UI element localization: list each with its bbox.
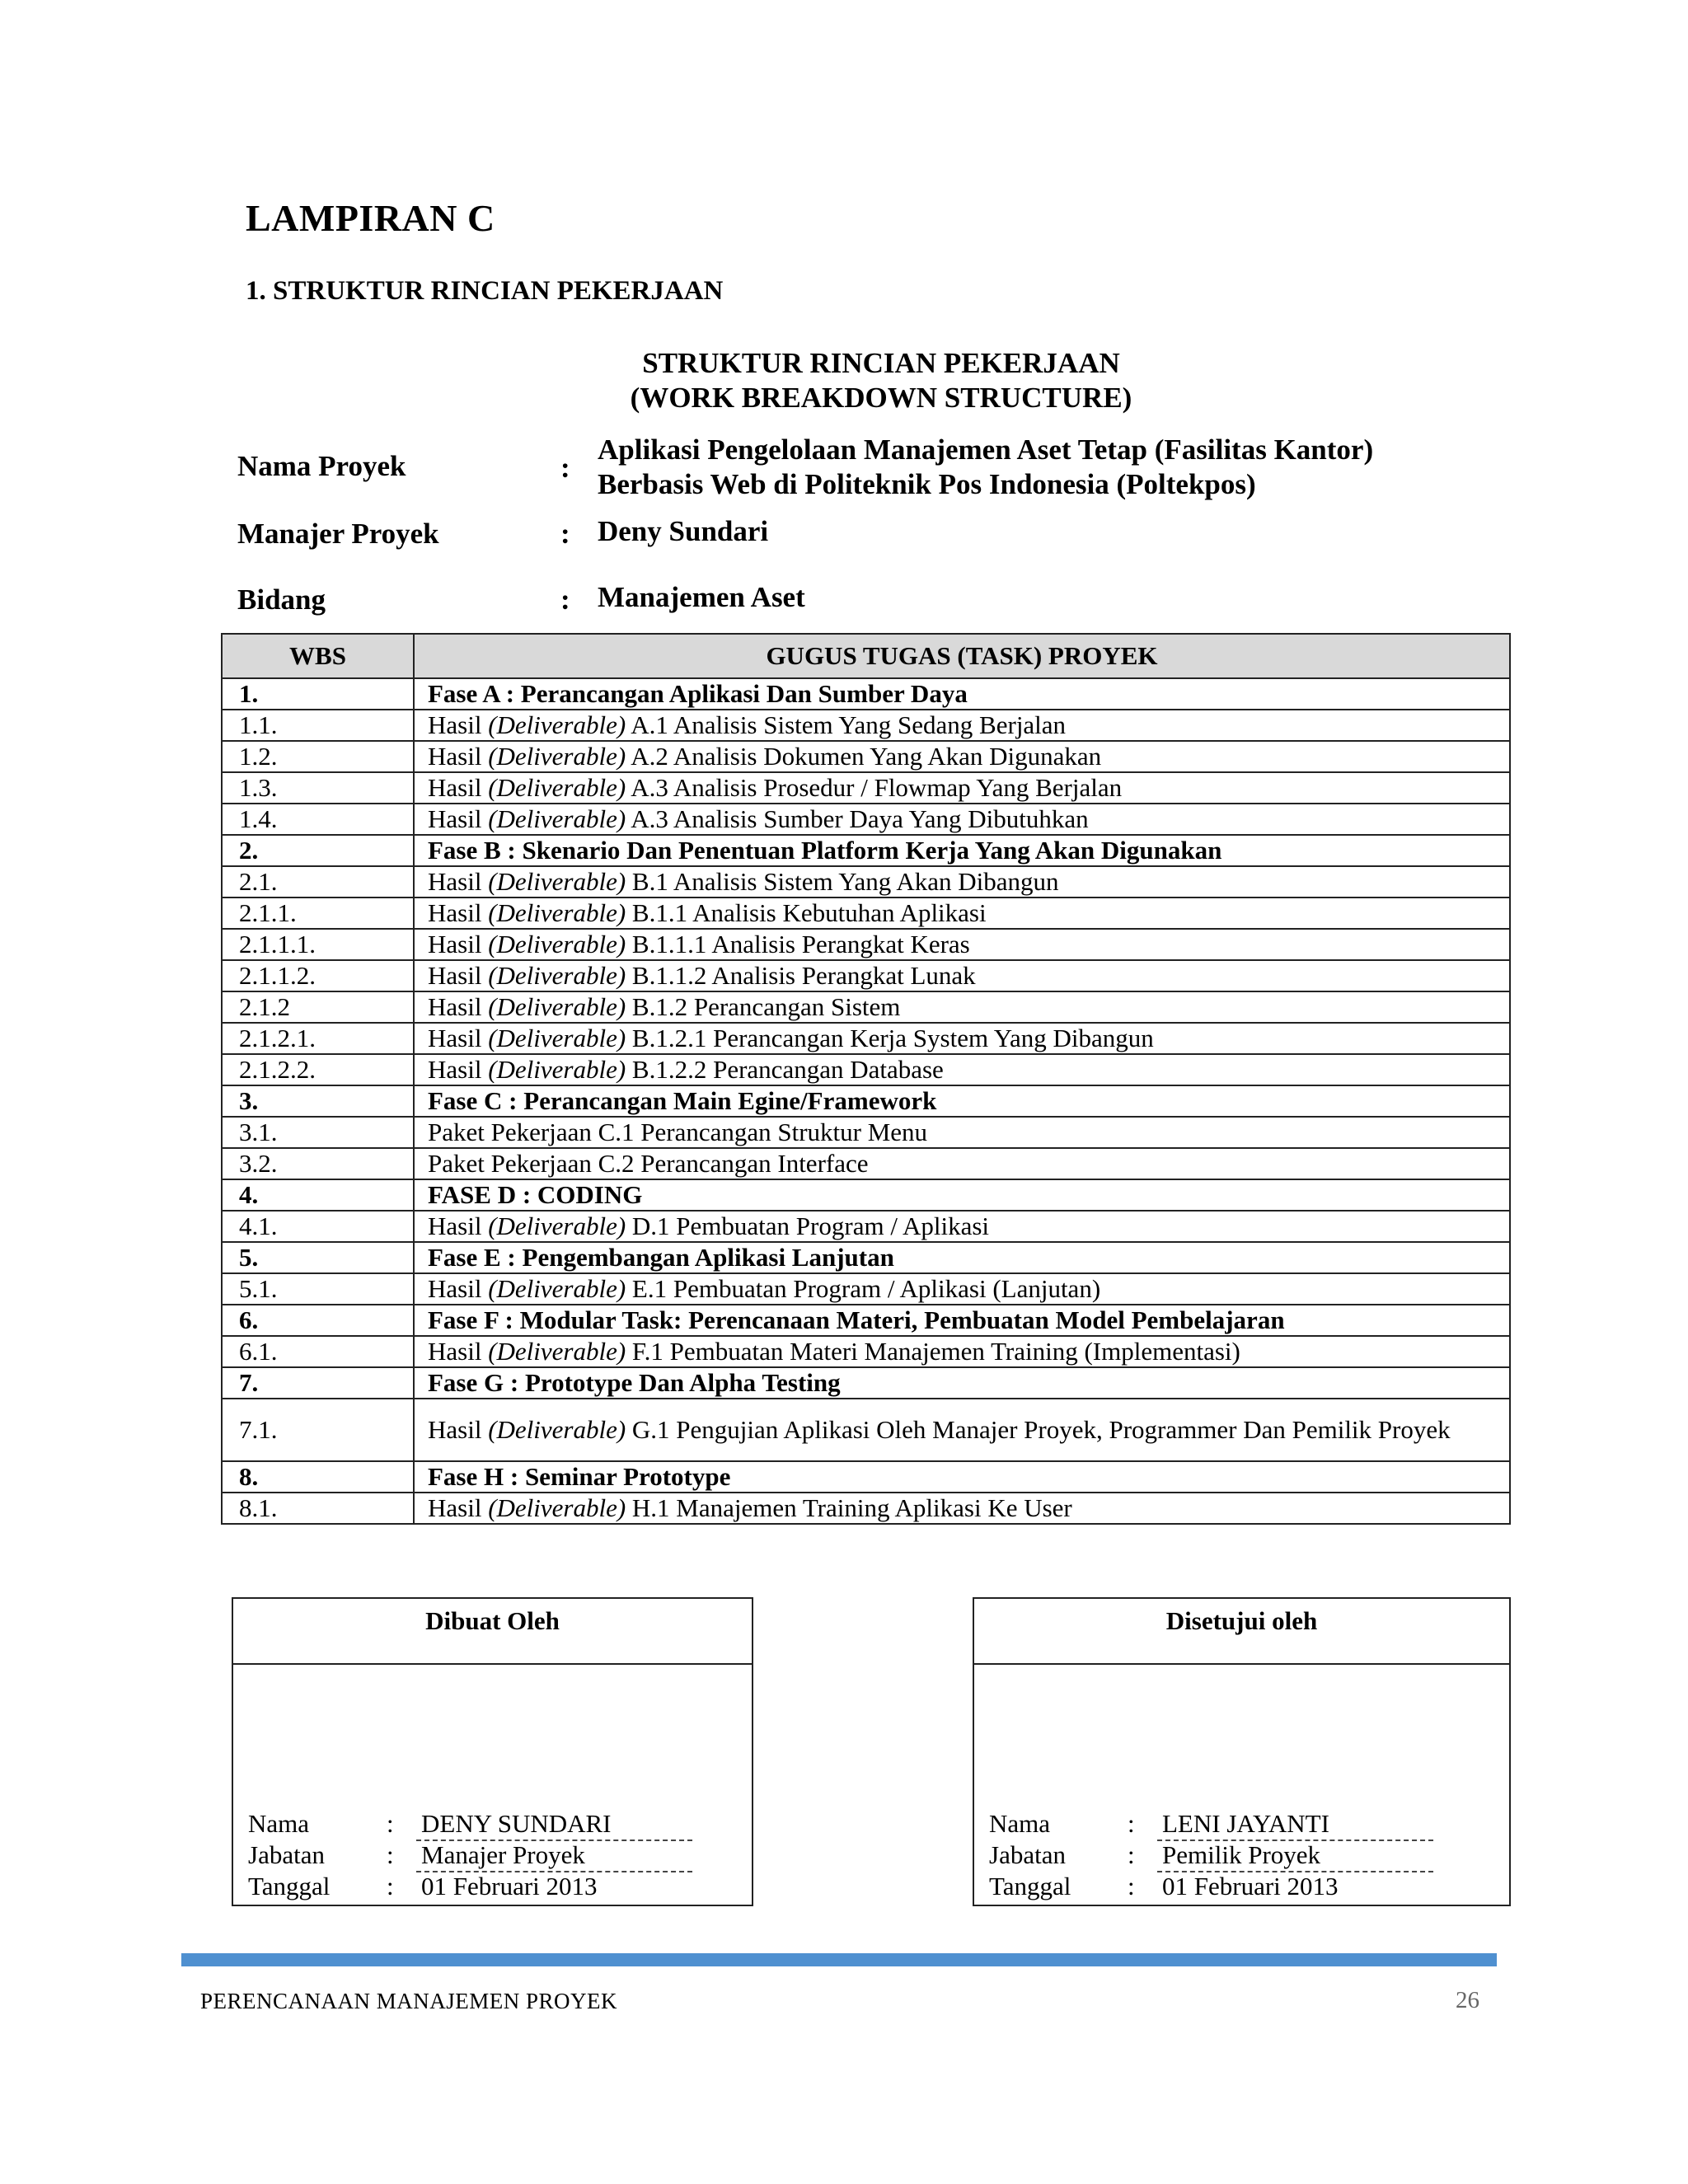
table-row [222,1461,1510,1493]
task-text: A.2 Analisis Dokumen Yang Akan Digunakan [626,742,1102,771]
colon: : [560,583,570,616]
deliverable-tag: (Deliverable) [488,961,626,990]
table-row [222,898,1510,929]
wbs-code: 5. [222,1242,414,1273]
table-row [222,929,1510,960]
task-description [414,1148,1510,1179]
wbs-code: 4. [222,1179,414,1211]
task-text: B.1.1 Analisis Kebutuhan Aplikasi [626,898,987,927]
project-name-label: Nama Proyek [237,450,406,482]
signature-name-row [248,1808,692,1841]
table-row [222,1023,1510,1054]
task-description [414,1399,1510,1461]
table-row [222,678,1510,710]
table-row [222,804,1510,835]
task-column-header: GUGUS TUGAS (TASK) PROYEK [414,634,1510,678]
table-row [222,1336,1510,1367]
task-text: B.1.2 Perancangan Sistem [626,992,901,1021]
task-text: A.1 Analisis Sistem Yang Sedang Berjalan [626,710,1067,739]
task-text: Fase E : Pengembangan Aplikasi Lanjutan [428,1243,894,1272]
project-manager-label: Manajer Proyek [237,518,439,550]
field-label: Bidang [237,583,326,616]
wbs-code: 7.1. [222,1399,414,1461]
task-text: Hasil [428,1493,489,1522]
task-text: Hasil [428,1055,489,1084]
wbs-code: 6.1. [222,1336,414,1367]
task-description [414,804,1510,835]
task-description [414,866,1510,898]
task-description [414,1461,1510,1493]
name-label: Nama [989,1809,1051,1838]
prepared-by-title: Dibuat Oleh [233,1599,752,1665]
task-text: Fase B : Skenario Dan Penentuan Platform Kerja Yang Akan Digunakan [428,836,1222,865]
table-row [222,1085,1510,1117]
preparer-position: Manajer Proyek [416,1840,692,1872]
table-row [222,835,1510,866]
task-text: B.1.2.1 Perancangan Kerja System Yang Dibangun [626,1024,1154,1052]
table-row [222,1399,1510,1461]
field-value: Manajemen Aset [598,581,805,613]
task-text: Hasil [428,1024,489,1052]
approver-date: 01 Februari 2013 [1162,1872,1339,1900]
date-label: Tanggal [248,1872,331,1900]
position-label: Jabatan [248,1840,325,1869]
project-manager-value: Deny Sundari [598,515,769,547]
table-row [222,1242,1510,1273]
task-text: Hasil [428,804,489,833]
wbs-code: 2.1.1.2. [222,960,414,991]
appendix-heading: LAMPIRAN C [246,197,495,239]
task-text: Hasil [428,1274,489,1303]
table-row [222,1117,1510,1148]
deliverable-tag: (Deliverable) [488,1493,626,1522]
deliverable-tag: (Deliverable) [488,1274,626,1303]
task-description [414,1211,1510,1242]
table-row [222,991,1510,1023]
table-row [222,1148,1510,1179]
table-row [222,772,1510,804]
deliverable-tag: (Deliverable) [488,1024,626,1052]
task-text: Hasil [428,1415,489,1444]
colon: : [1128,1809,1135,1838]
wbs-code: 3.1. [222,1117,414,1148]
task-text: B.1 Analisis Sistem Yang Akan Dibangun [626,867,1059,896]
table-row [222,741,1510,772]
task-text: Hasil [428,773,489,802]
task-text: Hasil [428,992,489,1021]
wbs-code: 3. [222,1085,414,1117]
deliverable-tag: (Deliverable) [488,742,626,771]
table-row [222,1367,1510,1399]
task-text: E.1 Pembuatan Program / Aplikasi (Lanjutan) [626,1274,1101,1303]
name-label: Nama [248,1809,310,1838]
wbs-code: 2.1.2 [222,991,414,1023]
wbs-column-header: WBS [222,634,414,678]
wbs-code: 2.1.1. [222,898,414,929]
task-description [414,1305,1510,1336]
signature-position-row [989,1840,1433,1872]
signature-box-prepared-by [232,1597,753,1906]
task-description [414,1273,1510,1305]
table-row [222,1211,1510,1242]
preparer-name: DENY SUNDARI [416,1808,692,1841]
approved-by-title: Disetujui oleh [974,1599,1509,1665]
task-description [414,1336,1510,1367]
task-text: A.3 Analisis Sumber Daya Yang Dibutuhkan [626,804,1089,833]
project-name-value-line1: Aplikasi Pengelolaan Manajemen Aset Tetap (Fasilitas Kantor) [598,434,1374,466]
wbs-code: 2.1.2.2. [222,1054,414,1085]
colon: : [387,1840,394,1869]
table-row [222,960,1510,991]
signature-box-approved-by [973,1597,1511,1906]
table-row [222,1493,1510,1524]
approver-name: LENI JAYANTI [1157,1808,1433,1841]
task-description [414,1085,1510,1117]
signature-date-row [248,1871,692,1902]
colon: : [1128,1872,1135,1900]
wbs-code: 1.1. [222,710,414,741]
wbs-code: 5.1. [222,1273,414,1305]
colon: : [1128,1840,1135,1869]
wbs-code: 1.3. [222,772,414,804]
task-text: Fase F : Modular Task: Perencanaan Materi, Pembuatan Model Pembelajaran [428,1305,1285,1334]
task-text: Fase C : Perancangan Main Egine/Framework [428,1086,937,1115]
table-row [222,1054,1510,1085]
signature-position-row [248,1840,692,1872]
task-text: G.1 Pengujian Aplikasi Oleh Manajer Proyek, Programmer Dan Pemilik Proyek [626,1415,1451,1444]
colon: : [560,518,570,550]
colon: : [387,1872,394,1900]
deliverable-tag: (Deliverable) [488,773,626,802]
preparer-date: 01 Februari 2013 [421,1872,598,1900]
task-text: Fase H : Seminar Prototype [428,1462,731,1491]
document-subtitle: (WORK BREAKDOWN STRUCTURE) [630,382,1132,414]
task-text: B.1.1.1 Analisis Perangkat Keras [626,930,970,958]
deliverable-tag: (Deliverable) [488,1337,626,1366]
task-text: H.1 Manajemen Training Aplikasi Ke User [626,1493,1072,1522]
wbs-code: 2.1.2.1. [222,1023,414,1054]
task-description [414,710,1510,741]
task-description [414,1179,1510,1211]
wbs-code: 6. [222,1305,414,1336]
task-text: Paket Pekerjaan C.1 Perancangan Struktur Menu [428,1118,928,1146]
task-description [414,835,1510,866]
approver-position: Pemilik Proyek [1157,1840,1433,1872]
task-description [414,1367,1510,1399]
footer-title: PERENCANAAN MANAJEMEN PROYEK [200,1989,618,2013]
page-number: 26 [1456,1987,1479,2013]
document-title: STRUKTUR RINCIAN PEKERJAAN [642,347,1120,379]
task-text: B.1.2.2 Perancangan Database [626,1055,944,1084]
wbs-code: 8.1. [222,1493,414,1524]
task-text: D.1 Pembuatan Program / Aplikasi [626,1212,990,1240]
deliverable-tag: (Deliverable) [488,1212,626,1240]
task-description [414,1054,1510,1085]
task-description [414,741,1510,772]
wbs-code: 8. [222,1461,414,1493]
task-description [414,678,1510,710]
task-description [414,1242,1510,1273]
deliverable-tag: (Deliverable) [488,867,626,896]
deliverable-tag: (Deliverable) [488,1055,626,1084]
date-label: Tanggal [989,1872,1071,1900]
colon: : [387,1809,394,1838]
task-text: F.1 Pembuatan Materi Manajemen Training (Implementasi) [626,1337,1240,1366]
task-description [414,960,1510,991]
wbs-code: 2.1. [222,866,414,898]
deliverable-tag: (Deliverable) [488,930,626,958]
table-row [222,1179,1510,1211]
project-name-value-line2: Berbasis Web di Politeknik Pos Indonesia (Poltekpos) [598,468,1256,500]
deliverable-tag: (Deliverable) [488,898,626,927]
table-row [222,866,1510,898]
footer-divider-bar [181,1953,1497,1966]
deliverable-tag: (Deliverable) [488,804,626,833]
signature-name-row [989,1808,1433,1841]
deliverable-tag: (Deliverable) [488,1415,626,1444]
table-row [222,710,1510,741]
task-text: B.1.1.2 Analisis Perangkat Lunak [626,961,976,990]
task-text: Hasil [428,898,489,927]
position-label: Jabatan [989,1840,1066,1869]
task-text: Hasil [428,742,489,771]
wbs-table-body [222,678,1510,1524]
table-row [222,1305,1510,1336]
task-description [414,1117,1510,1148]
task-description [414,898,1510,929]
task-description [414,772,1510,804]
task-text: Hasil [428,710,489,739]
wbs-code: 3.2. [222,1148,414,1179]
table-header-row [222,634,1510,678]
deliverable-tag: (Deliverable) [488,710,626,739]
task-description [414,991,1510,1023]
wbs-code: 1.2. [222,741,414,772]
task-text: Fase G : Prototype Dan Alpha Testing [428,1368,841,1397]
task-text: Hasil [428,1212,489,1240]
task-text: Hasil [428,1337,489,1366]
deliverable-tag: (Deliverable) [488,992,626,1021]
task-text: FASE D : CODING [428,1180,643,1209]
task-text: A.3 Analisis Prosedur / Flowmap Yang Berjalan [626,773,1123,802]
colon: : [560,452,570,484]
wbs-code: 1. [222,678,414,710]
section-title: 1. STRUKTUR RINCIAN PEKERJAAN [246,276,724,306]
task-text: Hasil [428,867,489,896]
task-description [414,929,1510,960]
table-row [222,1273,1510,1305]
task-description [414,1023,1510,1054]
wbs-code: 1.4. [222,804,414,835]
task-text: Hasil [428,961,489,990]
wbs-code: 2. [222,835,414,866]
wbs-code: 7. [222,1367,414,1399]
task-description [414,1493,1510,1524]
task-text: Paket Pekerjaan C.2 Perancangan Interface [428,1149,869,1178]
signature-date-row [989,1871,1433,1902]
task-text: Hasil [428,930,489,958]
wbs-table [221,633,1511,1525]
wbs-code: 4.1. [222,1211,414,1242]
wbs-code: 2.1.1.1. [222,929,414,960]
task-text: Fase A : Perancangan Aplikasi Dan Sumber Daya [428,679,968,708]
